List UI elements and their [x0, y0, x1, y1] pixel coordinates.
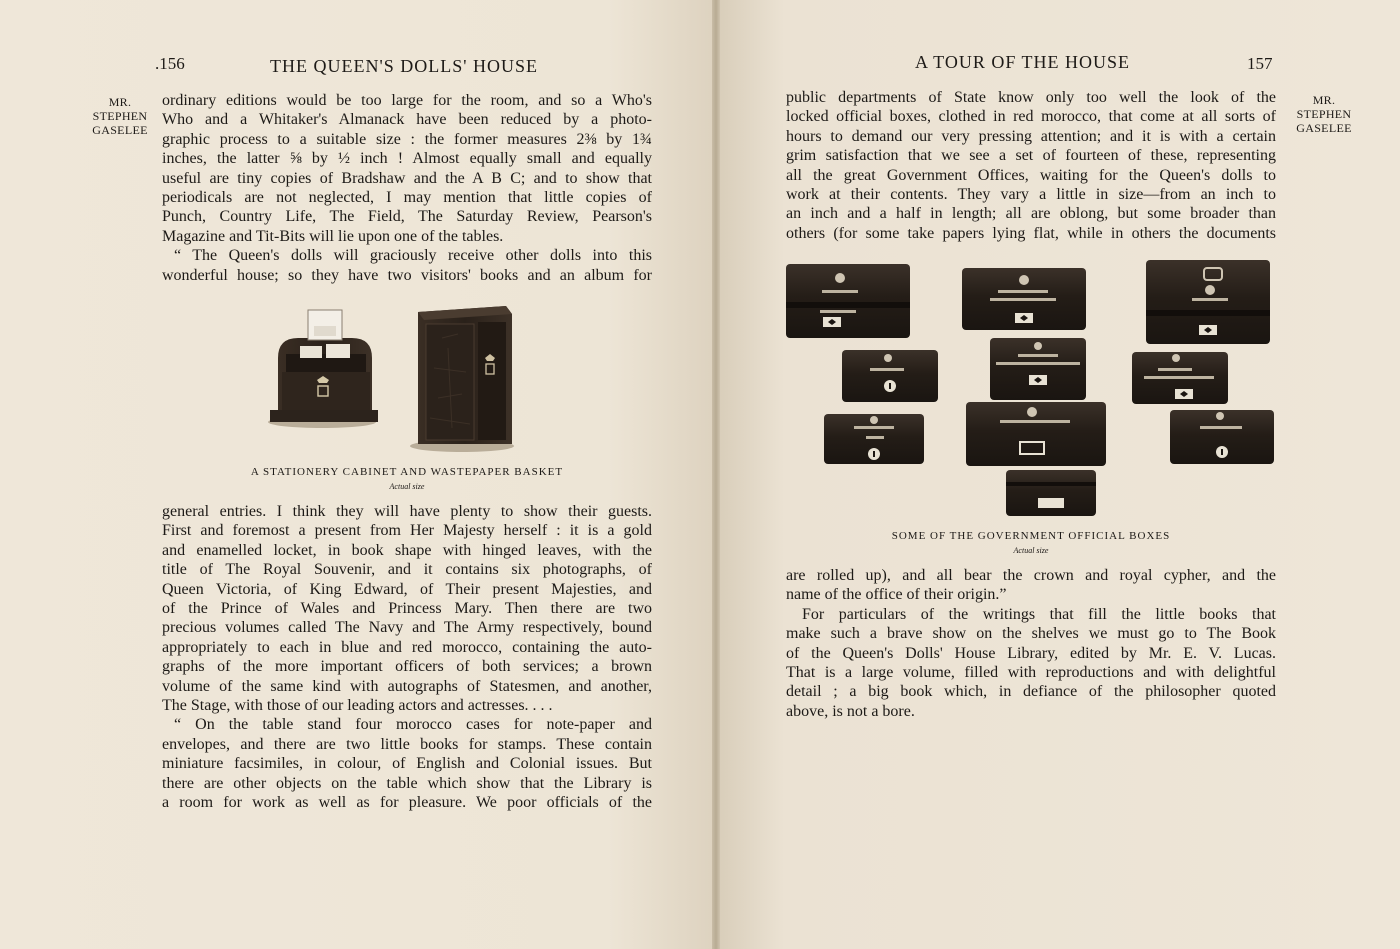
- left-text-block-2: [162, 502, 652, 813]
- text-line: miniature facsimiles, in colour, of English and Colonial issues. But: [162, 755, 652, 773]
- sidenote-line: MR.: [1312, 93, 1336, 107]
- text-line: ordinary editions would be too large for the room, and so a Who's: [162, 92, 652, 109]
- left-page-number: .156: [155, 54, 185, 73]
- left-running-head: THE QUEEN'S DOLLS' HOUSE: [270, 56, 538, 76]
- right-text-block-2: [786, 566, 1276, 721]
- text-line: volume of the same kind with autographs of Statesmen, and another,: [162, 677, 652, 695]
- text-line: “ On the table stand four morocco cases for note-paper and: [174, 716, 652, 734]
- left-text-block-1: [162, 91, 652, 285]
- official-box: [1170, 410, 1274, 464]
- official-box: [1132, 352, 1228, 404]
- left-figure-subcaption: Actual size: [389, 482, 425, 491]
- right-text-block-1: [786, 88, 1276, 243]
- text-line: “ The Queen's dolls will graciously receive other dolls into this: [174, 247, 652, 265]
- text-line: general entries. I think they will have plenty to show their guests.: [162, 503, 652, 520]
- text-line: envelopes, and there are two little books for stamps. These contain: [162, 735, 652, 753]
- official-box: [966, 402, 1106, 466]
- text-line: Magazine and Tit-Bits will lie upon one of the tables.: [162, 227, 504, 245]
- official-box: [786, 264, 910, 338]
- text-line: inches, the latter ⅝ by ½ inch ! Almost equally small and equally: [162, 150, 652, 168]
- official-box: [962, 268, 1086, 330]
- sidenote-line: GASELEE: [92, 123, 148, 137]
- text-line: there are other objects on the table which show that the Library is: [162, 774, 652, 792]
- sidenote-line: GASELEE: [1296, 121, 1352, 135]
- official-box: [824, 414, 924, 464]
- text-line: wonderful house; so they have two visitors' books and an album for: [162, 266, 652, 284]
- sidenote-line: STEPHEN: [92, 109, 148, 123]
- right-figure-caption: SOME OF THE GOVERNMENT OFFICIAL BOXES: [891, 530, 1171, 542]
- text-line: of the Queen's Dolls' House Library, edited by Mr. E. V. Lucas.: [786, 644, 1276, 662]
- left-sidenote: [82, 95, 158, 137]
- text-line: Punch, Country Life, The Field, The Saturday Review, Pearson's: [162, 208, 652, 226]
- text-line: an inch and a half in length; all are oblong, but some broader than: [786, 205, 1276, 223]
- text-line: and enamelled locket, in book shape with hinged leaves, with the: [162, 541, 652, 559]
- text-line: precious volumes called The Navy and The Army respectively, bound: [162, 619, 652, 637]
- right-running-head: A TOUR OF THE HOUSE: [915, 52, 1131, 72]
- text-line: a room for work as well as for pleasure. We poor officials of the: [162, 794, 652, 812]
- text-line: First and foremost a present from Her Majesty herself : it is a gold: [162, 522, 652, 540]
- text-line: The Stage, with those of our leading actors and actresses. . . .: [162, 697, 553, 715]
- text-line: For particulars of the writings that fill the little books that: [802, 605, 1276, 623]
- stationery-cabinet-figure: [262, 298, 522, 458]
- text-line: work at their contents. They vary a little in size—from an inch to: [786, 186, 1276, 204]
- text-line: hours to demand our very pressing attention; and it is with a certain: [786, 127, 1276, 145]
- official-box: [1006, 470, 1096, 516]
- sidenote-line: STEPHEN: [1296, 107, 1352, 121]
- text-line: graphic process to a suitable size : the former measures 2⅜ by 1¾: [162, 130, 652, 148]
- text-line: detail ; a big book which, in defiance of the philosopher quoted: [786, 683, 1276, 701]
- text-line: all the great Government Offices, waiting for the Queen's dolls to: [786, 166, 1276, 184]
- text-line: periodicals are not neglected, I may mention that little copies of: [162, 189, 652, 207]
- text-line: title of The Royal Souvenir, and it contains six photographs, of: [162, 561, 652, 579]
- text-line: useful are tiny copies of Bradshaw and the A B C; and to show that: [162, 169, 652, 187]
- text-line: public departments of State know only too well the look of the: [786, 89, 1276, 106]
- text-line: appropriately to each in blue and red morocco, containing the auto-: [162, 638, 652, 656]
- text-line: Queen Victoria, of King Edward, of Their present Majesties, and: [162, 580, 652, 598]
- left-figure-caption: A STATIONERY CABINET AND WASTEPAPER BASKET: [250, 466, 564, 478]
- text-line: graphs of the more important officers of both services; a brown: [162, 658, 652, 676]
- text-line: name of the office of their origin.”: [786, 586, 1007, 604]
- text-line: grim satisfaction that we see a set of fourteen of these, representing: [786, 147, 1276, 165]
- text-line: of the Prince of Wales and Princess Mary. Then there are two: [162, 600, 652, 618]
- official-box: [990, 338, 1086, 400]
- text-line: above, is not a bore.: [786, 702, 915, 720]
- text-line: make such a brave show on the shelves we must go to The Book: [786, 625, 1276, 643]
- text-line: others (for some take papers lying flat, while in others the documents: [786, 224, 1276, 242]
- government-boxes-figure: [780, 258, 1280, 520]
- right-sidenote: [1286, 93, 1362, 135]
- sidenote-line: MR.: [108, 95, 132, 109]
- book-gutter: [712, 0, 720, 949]
- text-line: That is a large volume, filled with reproductions and with delightful: [786, 664, 1276, 682]
- text-line: locked official boxes, clothed in red morocco, that come at all sorts of: [786, 108, 1276, 126]
- official-box: [1146, 260, 1270, 344]
- text-line: Who and a Whitaker's Almanack have been reduced by a photo-: [162, 111, 652, 129]
- right-page-number: 157: [1247, 54, 1273, 73]
- text-line: are rolled up), and all bear the crown and royal cypher, and the: [786, 567, 1276, 584]
- official-box: [842, 350, 938, 402]
- right-figure-subcaption: Actual size: [1013, 546, 1049, 555]
